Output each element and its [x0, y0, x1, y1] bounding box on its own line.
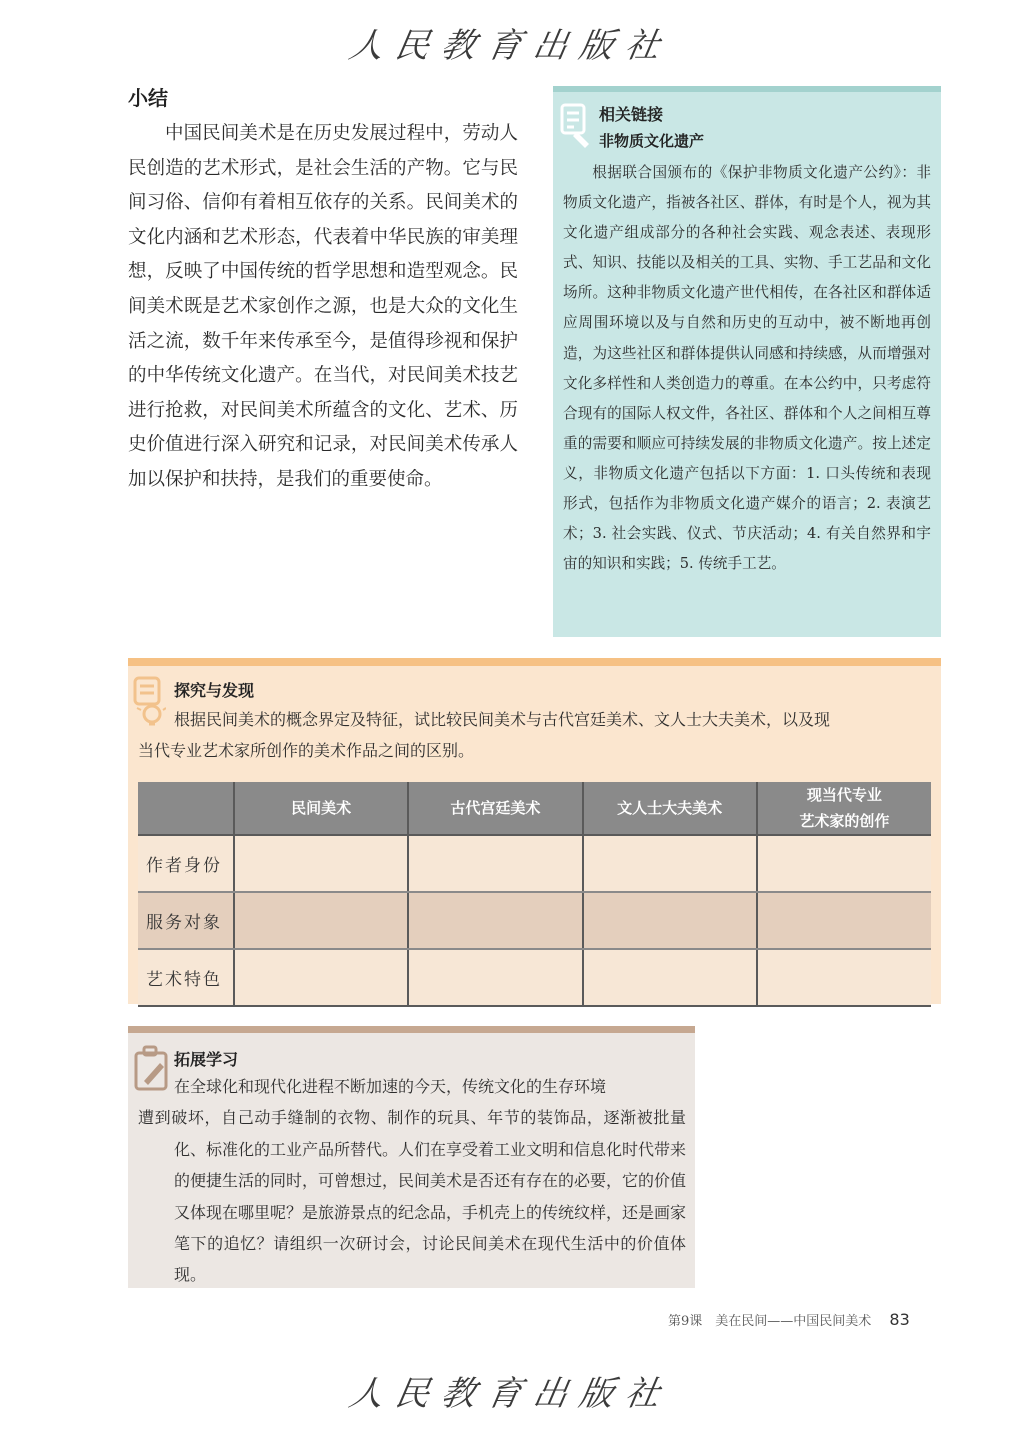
row-header: 作者身份 [138, 835, 234, 892]
related-link-box [553, 86, 941, 637]
table-cell[interactable] [408, 892, 582, 949]
explore-section [128, 658, 941, 1004]
summary-section [128, 82, 518, 498]
table-header-line: 现当代专业 [806, 786, 882, 804]
explore-prompt-line-2: 当代专业艺术家所创作的美术作品之间的区别。 [138, 741, 475, 760]
document-icon [559, 102, 593, 152]
explore-prompt [138, 704, 934, 766]
table-row [138, 835, 931, 892]
explore-prompt-line-1: 根据民间美术的概念界定及特征，试比较民间美术与古代宫廷美术、文人士大夫美术，以及现 [174, 710, 831, 729]
lightbulb-icon [132, 674, 166, 730]
related-link-label: 相关链接 [599, 105, 664, 124]
table-cell[interactable] [234, 835, 408, 892]
table-cell[interactable] [408, 949, 582, 1006]
table-header: 民间美术 [234, 782, 408, 835]
page-footer [668, 1310, 910, 1329]
extend-label: 拓展学习 [174, 1050, 239, 1069]
table-header-line: 艺术家的创作 [799, 812, 890, 830]
related-link-subtitle: 非物质文化遗产 [599, 132, 705, 150]
table-row [138, 892, 931, 949]
row-header: 服务对象 [138, 892, 234, 949]
table-cell[interactable] [234, 892, 408, 949]
summary-heading: 小结 [128, 86, 168, 110]
table-cell[interactable] [583, 892, 757, 949]
extend-section [128, 1026, 695, 1288]
table-cell[interactable] [757, 949, 931, 1006]
table-header [757, 782, 931, 835]
extend-first-line: 在全球化和现代化进程不断加速的今天，传统文化的生存环境 [174, 1077, 607, 1096]
pen-icon [132, 1045, 172, 1095]
extend-body [138, 1071, 687, 1291]
publisher-logo-bottom: 人民教育出版社 [345, 1374, 675, 1414]
table-cell[interactable] [234, 949, 408, 1006]
explore-label: 探究与发现 [174, 681, 255, 700]
table-header-corner [138, 782, 234, 835]
page-number: 83 [889, 1310, 910, 1329]
related-link-body: 根据联合国颁布的《保护非物质文化遗产公约》：非物质文化遗产，指被各社区、群体，有时是个人，视为其文化遗产组成部分的各种社会实践、观念表述、表现形式、知识、技能以及相关的工具、实物、手工艺品和文化场所。这种非物质文化遗产世代相传，在各社区和群体适应周围环境以及与自然和历史的互动中，被不断地再创造，为这些社区和群体提供认同感和持续感，从而增强对文化多样性和人类创造力的尊重。在本公约中，只考虑符合现有的国际人权文件，各社区、群体和个人之间相互尊重的需要和顺应可持续发展的非物质文化遗产。按上述定义，非物质文化遗产包括以下方面：1. 口头传统和表现形式，包括作为非物质文化遗产媒介的语言；2. 表演艺术；3. 社会实践、仪式、节庆活动；4. 有关自然界和宇宙的知识和实践；5. 传统手工艺。 [563, 164, 931, 573]
summary-body: 中国民间美术是在历史发展过程中，劳动人民创造的艺术形式，是社会生活的产物。它与民间习俗、信仰有着相互依存的关系。民间美术的文化内涵和艺术形态，代表着中华民族的审美理想，反映了中国传统的哲学思想和造型观念。民间美术既是艺术家创作之源，也是大众的文化生活之流，数千年来传承至今，是值得珍视和保护的中华传统文化遗产。在当代，对民间美术技艺进行抢救，对民间美术所蕴含的文化、艺术、历史价值进行深入研究和记录，对民间美术传承人加以保护和扶持，是我们的重要使命。 [128, 123, 518, 490]
table-cell[interactable] [757, 835, 931, 892]
table-cell[interactable] [583, 949, 757, 1006]
table-header: 古代宫廷美术 [408, 782, 582, 835]
table-header-row [138, 782, 931, 835]
table-cell[interactable] [757, 892, 931, 949]
lesson-title: 第9课 美在民间——中国民间美术 [668, 1314, 872, 1329]
table-cell[interactable] [408, 835, 582, 892]
extend-rest: 遭到破坏，自己动手缝制的衣物、制作的玩具、年节的装饰品，逐渐被批量化、标准化的工业产品所替代。人们在享受着工业文明和信息化时代带来的便捷生活的同时，可曾想过，民间美术是否还有存在的必要，它的价值又体现在哪里呢？是旅游景点的纪念品，手机壳上的传统纹样，还是画家笔下的追忆？请组织一次研讨会，讨论民间美术在现代生活中的价值体现。 [138, 1108, 687, 1285]
table-row [138, 949, 931, 1006]
comparison-table [138, 782, 931, 1007]
table-cell[interactable] [583, 835, 757, 892]
row-header: 艺术特色 [138, 949, 234, 1006]
table-header: 文人士大夫美术 [583, 782, 757, 835]
publisher-logo-top: 人民教育出版社 [345, 26, 675, 66]
